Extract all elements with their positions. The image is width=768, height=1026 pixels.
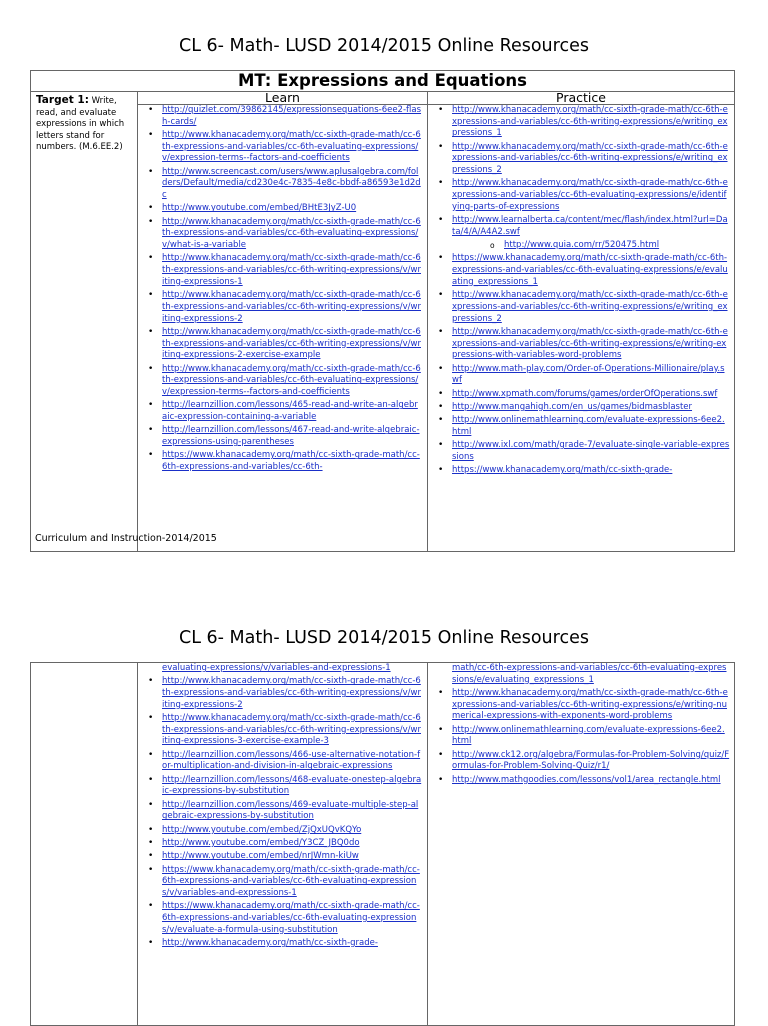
list-item bbox=[162, 775, 423, 798]
resource-link[interactable]: http://www.screencast.com/users/www.aplusalgebra.com/folders/Default/media/cd230e4c-7835-4e8c-bbdf-a86593e1d2dc bbox=[162, 166, 421, 201]
learn-header: Learn bbox=[138, 92, 428, 105]
practice-link-list bbox=[428, 663, 734, 786]
resource-link[interactable]: http://www.youtube.com/embed/ZjQxUQvKQYo bbox=[162, 824, 362, 835]
resource-link[interactable]: http://learnzillion.com/lessons/469-evaluate-multiple-step-algebraic-expressions-by-substitution bbox=[162, 799, 419, 822]
list-item bbox=[162, 400, 423, 423]
resource-link[interactable]: http://www.khanacademy.org/math/cc-sixth-grade-math/cc-6th-expressions-and-variables/cc-6th-writing-expressions/v/writing-expressions-3-exercise-example-3 bbox=[162, 713, 421, 747]
resource-link[interactable]: http://www.khanacademy.org/math/cc-sixth-grade-math/cc-6th-expressions-and-variables/cc-6th-writing-expressions/e/writing_expressions_1 bbox=[452, 105, 728, 139]
resource-link[interactable]: http://www.ixl.com/math/grade-7/evaluate-single-variable-expressions bbox=[452, 440, 730, 462]
resource-link[interactable]: http://learnzillion.com/lessons/467-read-and-write-algebraic-expressions-using-parentheses bbox=[162, 425, 420, 447]
list-item bbox=[162, 901, 423, 936]
resource-link[interactable]: http://www.khanacademy.org/math/cc-sixth-grade-math/cc-6th-expressions-and-variables/cc-6th-writing-expressions/v/writing-expressions-1 bbox=[162, 253, 421, 287]
list-item bbox=[162, 750, 423, 773]
resource-link[interactable]: http://www.ck12.org/algebra/Formulas-for-Problem-Solving/quiz/Formulas-for-Problem-Solving-Quiz/r1/ bbox=[452, 749, 730, 772]
list-item bbox=[452, 725, 730, 748]
resource-link[interactable]: http://www.khanacademy.org/math/cc-sixth-grade-math/cc-6th-expressions-and-variables/cc-6th-writing-expressions/e/writing_expressions_2 bbox=[452, 141, 728, 176]
resource-link[interactable]: https://www.khanacademy.org/math/cc-sixth-grade-math/cc-6th-expressions-and-variables/cc-6th- bbox=[162, 450, 420, 472]
resource-link[interactable]: http://www.khanacademy.org/math/cc-sixth-grade-math/cc-6th-expressions-and-variables/cc-6th-writing-expressions/v/writing-expressions-2 bbox=[162, 290, 421, 324]
list-item bbox=[452, 253, 730, 288]
resource-link[interactable]: http://www.khanacademy.org/math/cc-sixth-grade-math/cc-6th-expressions-and-variables/cc-6th-evaluating-expressions/v/what-is-a-variable bbox=[162, 216, 421, 251]
resource-link[interactable]: http://www.khanacademy.org/math/cc-sixth-grade-math/cc-6th-expressions-and-variables/cc-6th-evaluating-expressions/v/expression-terms--factors-and-coefficients bbox=[162, 130, 421, 164]
list-item bbox=[452, 142, 730, 177]
list-item bbox=[162, 167, 423, 202]
list-item bbox=[162, 838, 423, 850]
practice-cell bbox=[428, 663, 735, 1026]
resource-link[interactable]: http://quizlet.com/39862145/expressionsequations-6ee2-flash-cards/ bbox=[162, 105, 422, 127]
resource-link[interactable]: http://www.youtube.com/embed/Y3CZ_JBQ0do bbox=[162, 838, 360, 848]
resource-link[interactable]: http://www.quia.com/rr/520475.html bbox=[504, 240, 660, 251]
page-footer: Curriculum and Instruction-2014/2015 bbox=[35, 533, 217, 544]
resource-link[interactable]: http://www.khanacademy.org/math/cc-sixth-grade-math/cc-6th-expressions-and-variables/cc-6th-writing-expressions/e/writing_expressions_2 bbox=[452, 290, 728, 324]
learn-link-list bbox=[138, 663, 427, 950]
list-item bbox=[162, 217, 423, 252]
resource-link[interactable]: http://www.khanacademy.org/math/cc-sixth-grade- bbox=[162, 938, 378, 948]
page-title: CL 6- Math- LUSD 2014/2015 Online Resources bbox=[179, 36, 589, 56]
practice-link-list bbox=[428, 105, 734, 477]
list-item bbox=[452, 290, 730, 325]
list-item bbox=[162, 851, 423, 863]
resource-link[interactable]: https://www.khanacademy.org/math/cc-sixth-grade-math/cc-6th-expressions-and-variables/cc-6th-evaluating-expressions/v/evaluate-a-formula-using-substitution bbox=[162, 901, 420, 935]
learn-cell bbox=[138, 105, 428, 552]
learn-link-list bbox=[138, 105, 427, 474]
resource-link[interactable]: http://www.khanacademy.org/math/cc-sixth-grade-math/cc-6th-expressions-and-variables/cc-6th-evaluating-expressions/e/identifying-parts-of-expressions bbox=[452, 178, 728, 212]
resource-link[interactable]: http://www.youtube.com/embed/BHtE3JyZ-U0 bbox=[162, 203, 357, 214]
list-item bbox=[452, 105, 730, 140]
practice-header: Practice bbox=[428, 92, 735, 105]
list-item bbox=[162, 130, 423, 165]
target-label: Target 1: bbox=[36, 94, 89, 106]
resource-link[interactable]: http://www.mangahigh.com/en_us/games/bidmasblaster bbox=[452, 401, 693, 412]
list-item bbox=[452, 215, 730, 238]
resource-link[interactable]: http://www.mathgoodies.com/lessons/vol1/area_rectangle.html bbox=[452, 774, 721, 785]
list-item bbox=[162, 663, 423, 675]
list-item bbox=[162, 450, 423, 473]
resource-link[interactable]: https://www.khanacademy.org/math/cc-sixth-grade-math/cc-6th-expressions-and-variables/cc-6th-evaluating-expressions/e/evaluating_expressions_1 bbox=[452, 253, 728, 287]
list-item bbox=[162, 825, 423, 837]
resource-link[interactable]: https://www.khanacademy.org/math/cc-sixth-grade- bbox=[452, 465, 673, 476]
list-item bbox=[452, 240, 730, 252]
list-item bbox=[162, 290, 423, 325]
list-item bbox=[162, 800, 423, 823]
list-item bbox=[452, 364, 730, 387]
resource-link[interactable]: http://www.math-play.com/Order-of-Operations-Millionaire/play.swf bbox=[452, 363, 725, 386]
resource-link[interactable]: http://www.khanacademy.org/math/cc-sixth-grade-math/cc-6th-expressions-and-variables/cc-6th-writing-expressions/e/writing-numerical-expressions-with-exponents-word-problems bbox=[452, 688, 728, 722]
resource-link[interactable]: http://www.learnalberta.ca/content/mec/flash/index.html?url=Data/4/A/A4A2.swf bbox=[452, 215, 728, 237]
list-item bbox=[452, 178, 730, 213]
list-item bbox=[162, 105, 423, 128]
resource-link[interactable]: http://learnzillion.com/lessons/465-read-and-write-an-algebraic-expression-containing-a-variable bbox=[162, 400, 418, 422]
section-title: MT: Expressions and Equations bbox=[31, 71, 735, 92]
list-item bbox=[162, 713, 423, 748]
list-item bbox=[452, 402, 730, 414]
list-item bbox=[162, 865, 423, 900]
target-cell bbox=[31, 92, 138, 552]
resource-link[interactable]: math/cc-6th-expressions-and-variables/cc-6th-evaluating-expressions/e/evaluating_expressions_1 bbox=[452, 663, 727, 685]
list-item bbox=[452, 775, 730, 787]
resource-link[interactable]: http://www.khanacademy.org/math/cc-sixth-grade-math/cc-6th-expressions-and-variables/cc-6th-evaluating-expressions/v/expression-terms--factors-and-coefficients bbox=[162, 363, 421, 397]
list-item bbox=[452, 750, 730, 773]
page-title-2: CL 6- Math- LUSD 2014/2015 Online Resources bbox=[179, 628, 589, 648]
list-item bbox=[452, 389, 730, 401]
list-item bbox=[162, 364, 423, 399]
list-item bbox=[162, 676, 423, 711]
target-cell-empty bbox=[31, 663, 138, 1026]
list-item bbox=[162, 938, 423, 950]
resource-link[interactable]: http://www.khanacademy.org/math/cc-sixth-grade-math/cc-6th-expressions-and-variables/cc-6th-writing-expressions/v/writing-expressions-2-exercise-example bbox=[162, 326, 421, 361]
list-item bbox=[452, 663, 730, 686]
resource-link[interactable]: http://www.onlinemathlearning.com/evaluate-expressions-6ee2.html bbox=[452, 724, 725, 747]
list-item bbox=[162, 327, 423, 362]
resource-link[interactable]: http://www.onlinemathlearning.com/evaluate-expressions-6ee2.html bbox=[452, 415, 725, 437]
resource-link[interactable]: http://learnzillion.com/lessons/466-use-alternative-notation-for-multiplication-and-division-in-algebraic-expressions bbox=[162, 749, 421, 772]
resource-link[interactable]: http://www.khanacademy.org/math/cc-sixth-grade-math/cc-6th-expressions-and-variables/cc-6th-writing-expressions/v/writing-expressions-2 bbox=[162, 676, 421, 710]
list-item bbox=[452, 688, 730, 723]
resource-link[interactable]: http://www.xpmath.com/forums/games/orderOfOperations.swf bbox=[452, 388, 718, 399]
resource-link[interactable]: http://www.youtube.com/embed/nrJWmn-kiUw bbox=[162, 851, 359, 862]
list-item bbox=[452, 415, 730, 438]
learn-cell bbox=[138, 663, 428, 1026]
resource-link[interactable]: https://www.khanacademy.org/math/cc-sixth-grade-math/cc-6th-expressions-and-variables/cc-6th-evaluating-expressions/v/variables-and-expressions-1 bbox=[162, 864, 420, 898]
list-item bbox=[452, 465, 730, 477]
list-item bbox=[162, 425, 423, 448]
list-item bbox=[162, 253, 423, 288]
list-item bbox=[162, 203, 423, 215]
resource-link[interactable]: http://www.khanacademy.org/math/cc-sixth-grade-math/cc-6th-expressions-and-variables/cc-6th-writing-expressions/e/writing-expressions-with-variables-word-problems bbox=[452, 326, 728, 361]
resource-link[interactable]: http://learnzillion.com/lessons/468-evaluate-onestep-algebraic-expressions-by-substitution bbox=[162, 774, 422, 797]
resources-table-continued bbox=[30, 662, 735, 1026]
list-item bbox=[452, 327, 730, 362]
list-item bbox=[452, 440, 730, 463]
practice-cell bbox=[428, 105, 735, 552]
resource-link[interactable]: evaluating-expressions/v/variables-and-expressions-1 bbox=[162, 663, 391, 673]
resources-table bbox=[30, 70, 735, 552]
target-text: Write, read, and evaluate expressions in which letters stand for numbers. (M.6.EE.2) bbox=[36, 96, 125, 152]
